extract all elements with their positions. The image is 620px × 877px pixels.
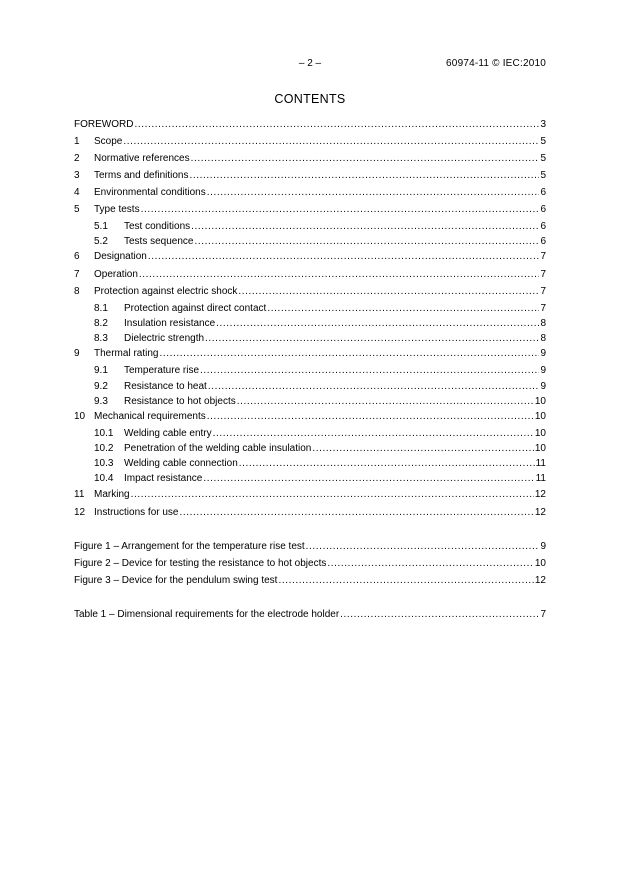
toc-entry-designation[interactable]: 6 Designation ..... 7 xyxy=(74,249,546,263)
toc-entry-foreword[interactable]: FOREWORD ..... 3 xyxy=(74,117,546,131)
toc-entry-type-tests[interactable]: 5 Type tests ..... 6 xyxy=(74,202,546,216)
toc-entry-mechanical-requirements[interactable]: 10 Mechanical requirements ..... 10 xyxy=(74,409,546,423)
toc-entry-instructions-for-use[interactable]: 12 Instructions for use ..... 12 xyxy=(74,505,546,519)
toc-entry-protection-direct-contact[interactable]: 8.1 Protection against direct contact ..... 7 xyxy=(74,301,546,315)
toc-entry-tests-sequence[interactable]: 5.2 Tests sequence ..... 6 xyxy=(74,234,546,248)
toc-entry-marking[interactable]: 11 Marking ..... 12 xyxy=(74,487,546,501)
toc-entry-table-1[interactable]: Table 1 – Dimensional requirements for the electrode holder ..... 7 xyxy=(74,607,546,621)
page-number: – 2 – xyxy=(298,58,322,69)
toc-entry-insulation-resistance[interactable]: 8.2 Insulation resistance ..... 8 xyxy=(74,316,546,330)
toc-entry-resistance-heat[interactable]: 9.2 Resistance to heat ..... 9 xyxy=(74,379,546,393)
toc-entry-figure-3[interactable]: Figure 3 – Device for the pendulum swing test ..... 12 xyxy=(74,573,546,587)
toc-entry-environmental-conditions[interactable]: 4 Environmental conditions ..... 6 xyxy=(74,185,546,199)
toc-entry-test-conditions[interactable]: 5.1 Test conditions ..... 6 xyxy=(74,219,546,233)
toc-entry-normative-references[interactable]: 2 Normative references ..... 5 xyxy=(74,151,546,165)
toc-entry-figure-1[interactable]: Figure 1 – Arrangement for the temperature rise test ..... 9 xyxy=(74,539,546,553)
toc-entry-operation[interactable]: 7 Operation ..... 7 xyxy=(74,267,546,281)
toc-entry-temperature-rise[interactable]: 9.1 Temperature rise ..... 9 xyxy=(74,363,546,377)
toc-entry-terms-definitions[interactable]: 3 Terms and definitions ..... 5 xyxy=(74,168,546,182)
toc-entry-welding-cable-entry[interactable]: 10.1 Welding cable entry ..... 10 xyxy=(74,426,546,440)
toc-entry-resistance-hot-objects[interactable]: 9.3 Resistance to hot objects ..... 10 xyxy=(74,394,546,408)
toc-entry-figure-2[interactable]: Figure 2 – Device for testing the resistance to hot objects ..... 10 xyxy=(74,556,546,570)
page-title: CONTENTS xyxy=(274,92,346,106)
toc-entry-impact-resistance[interactable]: 10.4 Impact resistance ..... 11 xyxy=(74,471,546,485)
toc-entry-welding-cable-connection[interactable]: 10.3 Welding cable connection ..... 11 xyxy=(74,456,546,470)
toc-entry-penetration-cable-insulation[interactable]: 10.2 Penetration of the welding cable insulation ..... 10 xyxy=(74,441,546,455)
standard-reference: 60974-11 © IEC:2010 xyxy=(446,58,546,69)
toc-entry-protection-electric-shock[interactable]: 8 Protection against electric shock ..... 7 xyxy=(74,284,546,298)
toc-entry-scope[interactable]: 1 Scope ..... 5 xyxy=(74,134,546,148)
toc-entry-thermal-rating[interactable]: 9 Thermal rating ..... 9 xyxy=(74,346,546,360)
toc-entry-dielectric-strength[interactable]: 8.3 Dielectric strength ..... 8 xyxy=(74,331,546,345)
